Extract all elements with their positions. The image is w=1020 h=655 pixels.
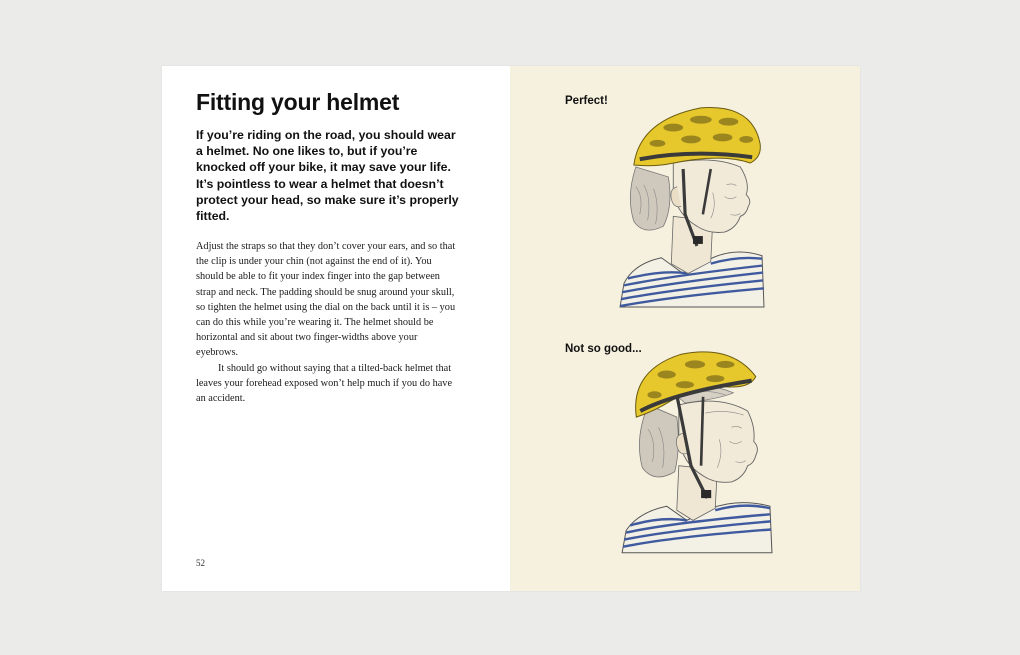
book-spread: [162, 66, 860, 591]
left-page: [162, 66, 510, 591]
woman-helmet-level-image: [614, 98, 772, 310]
body-paragraph-1: Adjust the straps so that they don’t cover your ears, and so that the clip is under your chin (not against the end of it). You should be able to fit your index finger into the gap between strap and neck. The padding should be snug around your skull, so tighten the helmet using the dial on the back until it is – you can do this while you’re wearing it. The helmet should be horizontal and sit about two finger-widths above your eyebrows.: [196, 241, 456, 359]
page-title: Fitting your helmet: [196, 89, 400, 115]
body-paragraph-2: It should go without saying that a tilted-back helmet that leaves your forehead exposed won’t help much if you do have an accident.: [196, 362, 453, 405]
caption-not-so-good: Not so good...: [565, 343, 642, 355]
illustration-correct-helmet: [614, 98, 772, 310]
woman-helmet-tilted-image: [614, 346, 776, 554]
page-number: 52: [196, 558, 205, 568]
illustration-incorrect-helmet: [614, 346, 776, 554]
caption-perfect: Perfect!: [565, 95, 608, 107]
intro-paragraph: If you’re riding on the road, you should wear a helmet. No one likes to, but if you’re knocked off your bike, it may save your life. It’s pointless to wear a helmet that doesn’t protect your head, so make sure it’s properly fitted.: [196, 128, 459, 224]
body-text: [196, 239, 458, 406]
right-page: [510, 66, 860, 591]
